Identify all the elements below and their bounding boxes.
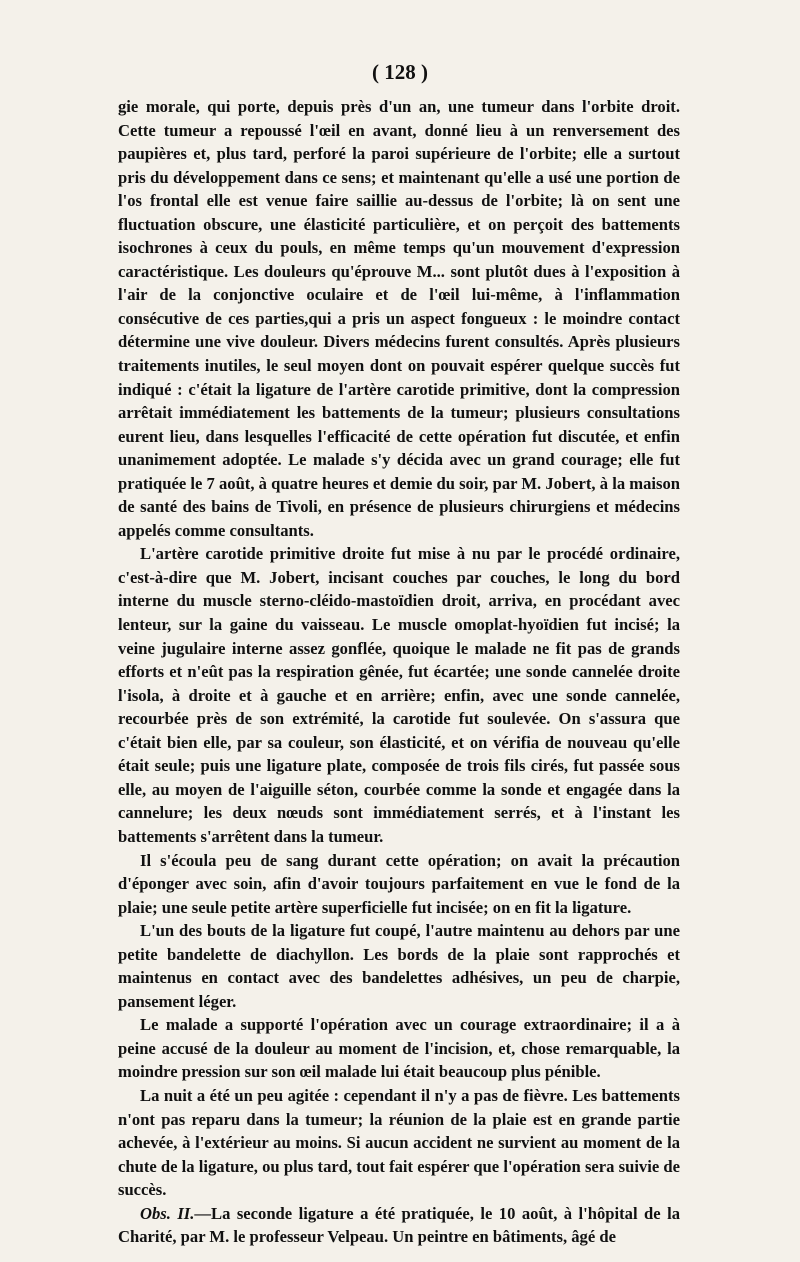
body-text	[118, 95, 680, 1249]
observation-text: —La seconde ligature a été pratiquée, le 10 août, à l'hôpital de la Charité, par M. le professeur Velpeau. Un peintre en bâtiments, âgé de	[118, 1203, 681, 1247]
paragraph: gie morale, qui porte, depuis près d'un an, une tumeur dans l'orbite droit. Cette tumeur a repoussé l'œil en avant, donné lieu à un renversement des paupières et, plus tard, perforé la paroi supérieure de l'orbite; elle a surtout pris du développement dans ce sens; et maintenant qu'elle a usé une portion de l'os frontal elle est venue faire saillie au-dessus de l'orbite; là on sent une fluctuation obscure, une élasticité particulière, et on perçoit des battements isochrones à ceux du pouls, en même temps qu'un mouvement d'expression caractéristique. Les douleurs qu'éprouve M... sont plutôt dues à l'exposition à l'air de la conjonctive oculaire et de l'œil lui-même, à l'inflammation consécutive de ces parties,qui a pris un aspect fongueux : le moindre contact détermine une vive douleur. Divers médecins furent consultés. Après plusieurs traitements inutiles, le seul moyen dont on pouvait espérer quelque succès fut indiqué : c'était la ligature de l'artère carotide primitive, dont la compression arrêtait immédiatement les battements de la tumeur; plusieurs consultations eurent lieu, dans lesquelles l'efficacité de cette opération fut discutée, et enfin unanimement adoptée. Le malade s'y décida avec un grand courage; elle fut pratiquée le 7 août, à quatre heures et demie du soir, par M. Jobert, à la maison de santé des bains de Tivoli, en présence de plusieurs chirurgiens et médecins appelés comme consultants.	[118, 97, 680, 540]
paragraph: Le malade a supporté l'opération avec un courage extraordinaire; il a à peine accusé de la douleur au moment de l'incision, et, chose remarquable, la moindre pression sur son œil malade lui était beaucoup plus pénible.	[118, 1015, 680, 1082]
page-number: ( 128 )	[372, 60, 428, 84]
observation-label: Obs. II.	[140, 1203, 195, 1223]
paragraph: L'un des bouts de la ligature fut coupé, l'autre maintenu au dehors par une petite bandelette de diachyllon. Les bords de la plaie sont rapprochés et maintenus en contact avec des bandelettes adhésives, un peu de charpie, pansement léger.	[118, 921, 680, 1011]
paragraph: La nuit a été un peu agitée : cependant il n'y a pas de fièvre. Les battements n'ont pas reparu dans la tumeur; la réunion de la plaie est en grande partie achevée, à l'extérieur au moins. Si aucun accident ne survient au moment de la chute de la ligature, ou plus tard, tout fait espérer que l'opération sera suivie de succès.	[118, 1085, 680, 1200]
paragraph: Il s'écoula peu de sang durant cette opération; on avait la précaution d'éponger avec soin, afin d'avoir toujours parfaitement en vue le fond de la plaie; une seule petite artère superficielle fut incisée; on en fit la ligature.	[118, 850, 680, 917]
observation-paragraph	[118, 1202, 680, 1249]
paragraph: L'artère carotide primitive droite fut mise à nu par le procédé ordinaire, c'est-à-dire que M. Jobert, incisant couches par couches, le long du bord interne du muscle sterno-cléido-mastoïdien droit, arriva, en procédant avec lenteur, sur la gaine du vaisseau. Le muscle omoplat-hyoïdien fut incisé; la veine jugulaire interne assez gonflée, quoique le malade ne fit pas de grands efforts et n'eût pas la respiration gênée, fut écartée; une sonde cannelée droite l'isola, à droite et à gauche et en arrière; enfin, avec une sonde cannelée, recourbée près de son extrémité, la carotide fut soulevée. On s'assura que c'était bien elle, par sa couleur, son élasticité, et on vérifia de nouveau qu'elle était seule; puis une ligature plate, composée de trois fils cirés, fut passée sous elle, au moyen de l'aiguille séton, courbée comme la sonde et engagée dans la cannelure; les deux nœuds sont immédiatement serrés, et à l'instant les battements s'arrêtent dans la tumeur.	[118, 544, 680, 846]
